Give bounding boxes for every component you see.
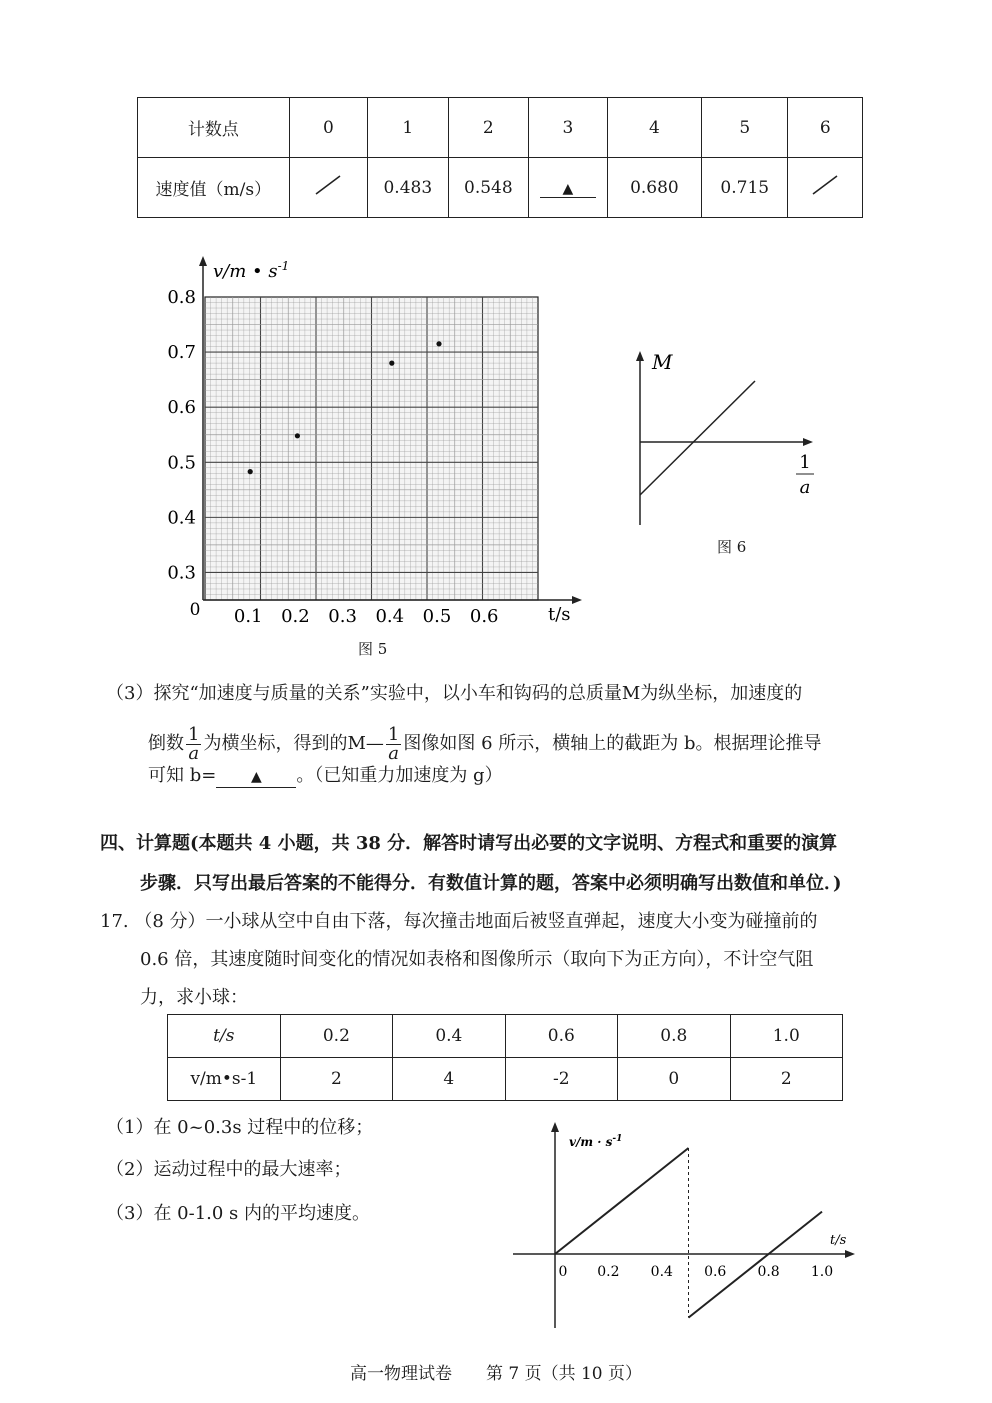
x-axis-arrow (845, 1250, 855, 1258)
y-axis-arrow (199, 256, 207, 266)
q17-table-cell: 4 (393, 1058, 505, 1101)
speed-cell: 0.548 (448, 158, 529, 218)
figure-6-caption: 图 6 (717, 538, 747, 556)
velocity-line-segment (555, 1148, 689, 1254)
q17-table-cell: 2 (730, 1058, 842, 1101)
q17-table-cell: -2 (505, 1058, 617, 1101)
q3-text: 倒数 (148, 733, 184, 754)
q17-sub2: （2）运动过程中的最大速率； (106, 1159, 352, 1180)
data-point (248, 469, 253, 474)
point-cell: 4 (607, 98, 701, 158)
y-axis-label: M (652, 350, 673, 374)
data-point (436, 341, 441, 346)
section-4-instructions: 步骤．只写出最后答案的不能得分．有数值计算的题，答案中必须明确写出数值和单位．) (140, 873, 842, 894)
speed-cell: 0.715 (702, 158, 788, 218)
m-vs-inverse-a-line (640, 381, 755, 495)
slash-cell (289, 158, 367, 218)
y-tick-label: 0.3 (167, 562, 196, 584)
q17-table-header: t/s (168, 1015, 281, 1058)
x-axis-label: t/s (548, 604, 571, 625)
slash-mark (805, 170, 845, 200)
x-tick-label: 0.4 (375, 606, 405, 627)
q17-table-cell: 0.6 (505, 1015, 617, 1058)
x-axis-label-denominator: a (799, 477, 811, 498)
y-tick-label: 0.8 (167, 287, 196, 308)
point-cell: 2 (448, 98, 529, 158)
data-point (295, 433, 300, 438)
point-cell: 6 (788, 98, 863, 158)
q17-sub1: （1）在 0~0.3s 过程中的位移； (106, 1117, 374, 1138)
x-axis-arrow (572, 596, 582, 604)
q3-text: 图像如图 6 所示，横轴上的截距为 b。根据理论推导 (403, 733, 822, 754)
y-axis-label (569, 1134, 622, 1149)
q17-line1: 17. （8 分）一小球从空中自由下落，每次撞击地面后被竖直弹起，速度大小变为碰撞前的 (100, 911, 818, 932)
y-tick-label: 0.7 (167, 342, 196, 364)
q17-table-cell: 2 (280, 1058, 392, 1101)
slash-cell (788, 158, 863, 218)
speed-table (137, 97, 863, 218)
q3-line1: （3）探究“加速度与质量的关系”实验中，以小车和钩码的总质量M为纵坐标，加速度的 (106, 683, 803, 704)
x-tick-label: 0.6 (704, 1264, 727, 1280)
q3-text: 。（已知重力加速度为 g） (296, 765, 503, 786)
ylabel-base: v/m · s (569, 1135, 613, 1149)
row-header-speed: 速度值（m/s） (138, 158, 290, 218)
point-cell: 1 (368, 98, 449, 158)
section-4-heading: 四、计算题(本题共 4 小题，共 38 分．解答时请写出必要的文字说明、方程式和重要的演算 (100, 833, 838, 854)
q17-table-cell: 0.8 (618, 1015, 730, 1058)
row-header-count: 计数点 (138, 98, 290, 158)
y-axis-arrow (636, 351, 644, 361)
slash-mark (308, 170, 348, 200)
data-point (389, 361, 394, 366)
figure-5-caption: 图 5 (358, 640, 388, 658)
q3-line2 (148, 724, 821, 764)
ylabel-exponent: -1 (277, 259, 290, 273)
q17-table-cell: 0.2 (280, 1015, 392, 1058)
point-cell: 3 (529, 98, 608, 158)
x-tick-label: 1.0 (810, 1264, 834, 1280)
graph-paper-grid (205, 297, 538, 600)
y-tick-label: 0.5 (167, 452, 196, 474)
q3-text: 为横坐标，得到的M— (203, 733, 384, 754)
y-tick-label: 0.6 (167, 397, 196, 419)
point-cell: 5 (702, 98, 788, 158)
x-tick-label: 0.2 (597, 1264, 620, 1280)
fraction-one-over-a: $\frac{1}{a}$ (188, 723, 200, 764)
x-tick-label: 0.5 (422, 606, 452, 627)
q3-text: 可知 b= (148, 765, 217, 786)
q17-table (167, 1014, 843, 1101)
q3-line3 (148, 766, 503, 788)
origin-label: 0 (189, 600, 201, 620)
x-tick-label: 0.3 (328, 606, 357, 627)
q17-table-cell: 0 (618, 1058, 730, 1101)
q17-line3: 力，求小球： (140, 987, 248, 1008)
x-axis-arrow (803, 438, 813, 446)
y-tick-label: 0.4 (167, 507, 196, 529)
speed-cell: 0.680 (607, 158, 701, 218)
q17-table-cell: 0.4 (393, 1015, 505, 1058)
speed-cell: 0.483 (368, 158, 449, 218)
x-tick-label: 0.6 (469, 606, 499, 627)
q17-velocity-time-graph (505, 1118, 860, 1338)
q17-table-cell: 1.0 (730, 1015, 842, 1058)
q17-sub3: （3）在 0-1.0 s 内的平均速度。 (106, 1203, 371, 1224)
speed-blank-cell (529, 158, 608, 218)
q17-line2: 0.6 倍，其速度随时间变化的情况如表格和图像所示（取向下为正方向），不计空气阻 (140, 949, 814, 970)
x-tick-label: 0.2 (281, 606, 310, 627)
q17-table-header: v/m•s-1 (168, 1058, 281, 1101)
answer-blank[interactable]: ▲ (540, 181, 596, 198)
point-cell: 0 (289, 98, 367, 158)
x-tick-label: 0.4 (650, 1264, 673, 1280)
x-tick-label: 0.1 (233, 606, 263, 627)
origin-label: 0 (558, 1264, 568, 1280)
page-footer: 高一物理试卷 第 7 页（共 10 页） (349, 1364, 643, 1384)
x-tick-label: 0.8 (757, 1264, 780, 1280)
figure-6-graph (620, 345, 830, 530)
ylabel-base: v/m • s (213, 261, 278, 282)
x-axis-label: t/s (830, 1233, 847, 1248)
x-axis-label-numerator: 1 (799, 452, 811, 473)
y-axis-arrow (551, 1122, 559, 1132)
answer-blank-b[interactable]: ▲ (216, 767, 296, 788)
y-axis-label (213, 259, 289, 282)
figure-5-graph (150, 250, 590, 670)
fraction-one-over-a: $\frac{1}{a}$ (387, 723, 400, 764)
ylabel-exponent: -1 (612, 1134, 623, 1144)
